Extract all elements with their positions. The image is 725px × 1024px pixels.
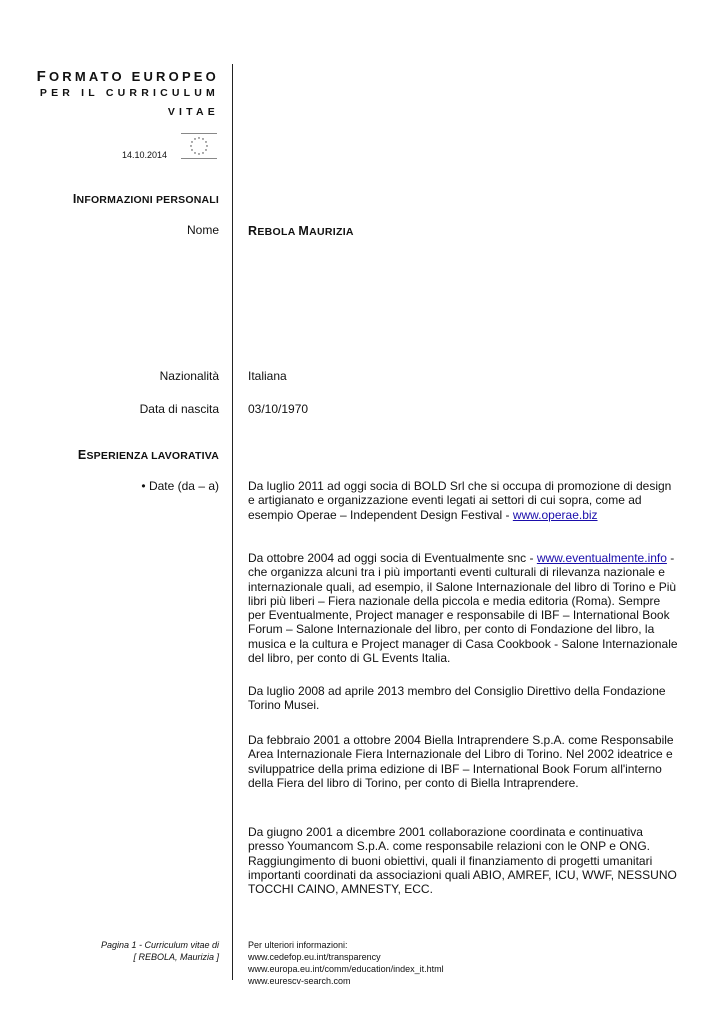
experience-paragraph-5: Da giugno 2001 a dicembre 2001 collaborazione coordinata e continuativa presso Youmancom S.p.A. come responsabile relazioni con le ONP e ONG. Raggiungimento di buoni obiettivi, quali il finanziamento di progetti umanitari importanti coordinati da associazioni quali ABIO, AMREF, ICU, WWF, NESSUNO TOCCHI CAINO, AMNESTY, ECC. [248,825,677,897]
eu-flag-icon [181,133,217,159]
experience-paragraph-4: Da febbraio 2001 a ottobre 2004 Biella Intraprendere S.p.A. come Responsabile Area Internazionale Fiera Internazionale del Libro di Torino. Nel 2002 ideatrice e sviluppatrice della prima edizione di IBF – International Book Forum all'interno della Fiera del libro di Torino, per conto di Biella Intraprendere. [248,733,674,790]
footer-page-line: Pagina 1 - Curriculum vitae di [100,940,219,950]
cv-title-line1: FORMATO EUROPEO [36,68,219,85]
nationality-label: Nazionalità [159,369,219,383]
footer-link-europa[interactable]: www.europa.eu.int/comm/education/index_it.html [248,964,444,974]
footer-link-cedefop[interactable]: www.cedefop.eu.int/transparency [248,952,381,962]
footer-page-info [101,939,219,963]
name-value: REBOLA MAURIZIA [248,224,354,238]
footer-more-info-label: Per ulteriori informazioni: [248,940,348,950]
cv-title-line3: VITAE [167,106,219,118]
eventualmente-link[interactable]: www.eventualmente.info [536,551,667,565]
birthdate-label: Data di nascita [139,402,219,416]
birthdate-value: 03/10/1970 [248,402,309,416]
name-label: Nome [186,223,219,237]
experience-paragraph-1: Da luglio 2011 ad oggi socia di BOLD Srl che si occupa di promozione di design e artigianato e organizzazione eventi legati ai settori di cui sopra, come ad esempio Operae – Independent Design Festival - www.operae.biz [248,479,672,522]
experience-paragraph-3: Da luglio 2008 ad aprile 2013 membro del Consiglio Direttivo della Fondazione Torino Musei. [248,684,666,713]
date-range-label: • Date (da – a) [141,479,219,493]
nationality-value: Italiana [248,369,287,383]
section-work-experience: ESPERIENZA LAVORATIVA [77,448,219,462]
footer-name-line: [ REBOLA, Maurizia ] [133,952,219,962]
document-date: 14.10.2014 [121,150,167,160]
section-personal-info: INFORMAZIONI PERSONALI [72,192,219,206]
experience-paragraph-2: Da ottobre 2004 ad oggi socia di Eventualmente snc - www.eventualmente.info - che organizza alcuni tra i più importanti eventi culturali di rilevanza nazionale e internazionale quali, ad esempio, il Salone Internazionale del libro di Torino e Più libri più liberi – Fiera nazionale della piccola e media editoria (Roma). Sempre per Eventualmente, Project manager e responsabile di IBF – International Book Forum – Salone Internazionale del libro, per conto di Fondazione del libro, la musica e la cultura e Project manager di Casa Cookbook - Salone Internazionale del libro, per conto di GL Events Italia. [248,551,678,666]
vertical-divider [232,64,233,980]
cv-title-line2: PER IL CURRICULUM [39,87,219,99]
footer-link-eurescv[interactable]: www.eurescv-search.com [248,976,351,986]
footer-more-info [248,939,444,987]
operae-link[interactable]: www.operae.biz [512,507,598,522]
